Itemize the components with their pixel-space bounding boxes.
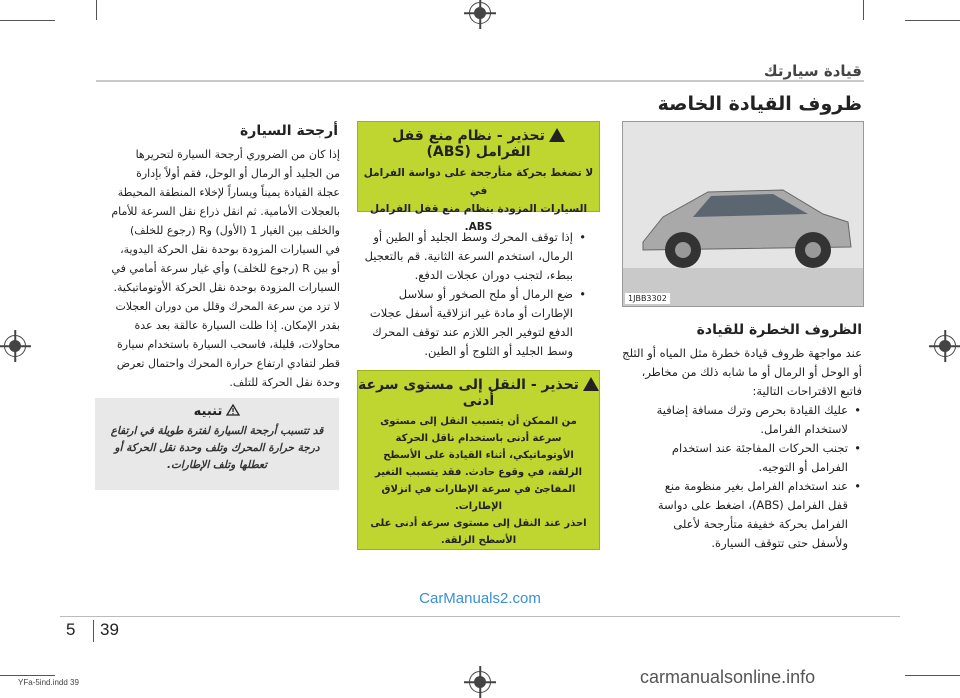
text-line: فاتبع الاقتراحات التالية: <box>752 384 862 398</box>
text-line: أو الوحل أو الرمال أو ما شابه ذلك من مخاطر، <box>641 365 862 379</box>
car-illustration <box>623 122 863 306</box>
crop-mark <box>0 675 55 676</box>
warning-heading-line2: الفرامل (ABS) <box>426 144 531 160</box>
warning-heading: تحذير - النقل إلى مستوى سرعة <box>358 377 599 393</box>
warning-heading: تحذير - نظام منع قفل <box>358 128 599 144</box>
hazard-intro <box>602 344 862 401</box>
list-item: • تجنب الحركات المفاجئة عند استخدام الفرامل أو التوجيه. <box>596 439 848 477</box>
stuck-bullets <box>345 228 587 361</box>
chapter-number: 5 <box>66 620 76 639</box>
list-item: • عليك القيادة بحرص وترك مسافة إضافية لاستخدام الفرامل. <box>596 401 848 439</box>
footer-divider <box>93 620 94 642</box>
rocking-subtitle: أرجحة السيارة <box>240 123 338 139</box>
watermark: CarManuals2.com <box>419 590 541 607</box>
list-item: • عند استخدام الفرامل بغير منظومة منع قفل الفرامل (ABS)، اضغط على دواسة الفرامل بحركة خفيفة متأرجحة لأعلى ولأسفل حتى تتوقف السيارة. <box>596 477 848 553</box>
warning-text: من الممكن أن يتسبب النقل إلى مستوى سرعة أدنى باستخدام ناقل الحركة الأوتوماتيكي، أثناء القيادة على الأسطح الزلقة، في وقوع حادث. فقد يتسبب التغير المفاجئ في سرعة الإطارات في انزلاق الإطارات. احذر عند النقل إلى مستوى سرعة أدنى على الأسطح الزلقة. <box>370 416 587 546</box>
caution-triangle-icon <box>226 404 240 416</box>
hazard-bullets <box>596 401 862 553</box>
crop-mark <box>863 0 864 20</box>
page-number: 39 <box>100 620 119 639</box>
section-title: ظروف القيادة الخاصة <box>657 93 862 115</box>
caution-note-box <box>95 398 339 490</box>
list-item: • ضع الرمال أو ملح الصخور أو سلاسل الإطارات أو مادة غير انزلاقية أسفل عجلات الدفع لتوفير الجر اللازم عند توقف المحرك وسط الجليد أو الثلوج أو الطين. <box>345 285 573 361</box>
warning-text: لا تضغط بحركة متأرجحة على دواسة الفرامل في السيارات المزودة بنظام منع قفل الفرامل ABS. <box>363 167 594 233</box>
registration-mark <box>4 335 26 357</box>
list-item: • إذا توقف المحرك وسط الجليد أو الطين أو الرمال، استخدم السرعة الثانية. قم بالتعجيل ببطء، لتجنب دوران عجلات الدفع. <box>345 228 573 285</box>
note-heading: تنبيه <box>95 404 339 419</box>
warning-triangle-icon <box>583 377 599 391</box>
crop-mark <box>96 0 97 20</box>
downshift-warning-box <box>357 370 600 550</box>
rocking-paragraph: إذا كان من الضروري أرجحة السيارة لتحريرها من الجليد أو الرمال أو الوحل، فقم أولاً بإدارة عجلة القيادة يميناً ويساراً لإخلاء المنطقة المحيطة بالعجلات الأمامية. ثم انقل ذراع نقل السرعة للأمام والخلف بين الغيار 1 (الأول) وR (رجوع للخلف) في السيارات المزودة بوحدة نقل الحركة اليدوية، أو بين R (رجوع للخلف) وأي غيار سرعة أمامي في السيارات المزودة بوحدة نقل الحركة الأوتوماتيكية. لا تزد من سرعة المحرك وقلل من دوران العجلات بقدر الإمكان. إذا ظلت السيارة عالقة بعد عدة محاولات، قليلة، فاسحب السيارة باستخدام سيارة قطر لتفادي ارتفاع حرارة المحرك واحتمال تعرض وحدة نقل الحركة للتلف. <box>111 148 340 389</box>
registration-mark <box>469 671 491 693</box>
warning-heading-line2: أدنى <box>462 393 495 409</box>
text-line: عند مواجهة ظروف قيادة خطرة مثل المياه أو الثلج <box>622 346 862 360</box>
crop-mark <box>0 20 55 21</box>
slug-filename: YFa-5ind.indd 39 <box>18 678 79 687</box>
note-text: قد تتسبب أرجحة السيارة لفترة طويلة في ارتفاع درجة حرارة المحرك وتلف وحدة نقل الحركة أو تعطلها وتلف الإطارات. <box>110 425 324 471</box>
site-footer: carmanualsonline.info <box>640 667 816 687</box>
photo-id-tag: 1JBB3302 <box>625 293 670 304</box>
hazard-subtitle: الظروف الخطرة للقيادة <box>696 322 862 338</box>
crop-mark <box>905 675 960 676</box>
warning-triangle-icon <box>549 128 565 142</box>
footer-rule <box>60 616 900 617</box>
car-photo <box>622 121 864 307</box>
crop-mark <box>905 20 960 21</box>
chapter-title: قيادة سيارتك <box>763 62 862 80</box>
registration-mark <box>469 2 491 24</box>
registration-mark <box>934 335 956 357</box>
header-rule <box>96 80 864 82</box>
abs-warning-box <box>357 121 600 233</box>
